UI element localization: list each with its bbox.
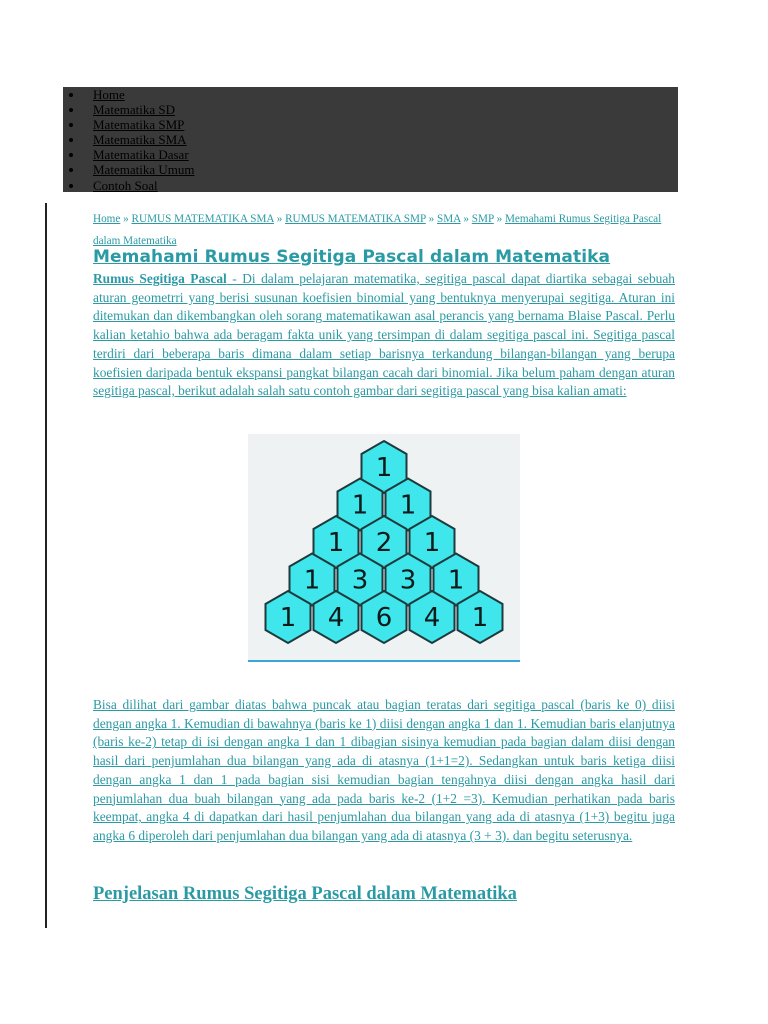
section-title[interactable]: Penjelasan Rumus Segitiga Pascal dalam Matematika: [93, 884, 517, 904]
breadcrumb-separator: »: [120, 213, 132, 225]
pascal-number: 4: [327, 603, 345, 633]
pascal-number: 6: [375, 603, 393, 633]
nav-item: [63, 147, 678, 162]
intro-paragraph: [93, 270, 675, 401]
breadcrumb-link[interactable]: SMP: [471, 213, 494, 225]
left-divider: [45, 203, 47, 928]
pascal-number: 1: [327, 528, 345, 558]
pascal-triangle-figure: [248, 434, 520, 658]
nav-link[interactable]: Contoh Soal: [93, 177, 158, 193]
nav-link[interactable]: Matematika SMA: [93, 132, 187, 148]
pascal-number: 1: [279, 603, 297, 633]
pascal-number: 3: [351, 565, 369, 596]
pascal-number: 1: [303, 565, 321, 596]
breadcrumb-link[interactable]: SMA: [436, 213, 461, 225]
intro-text: - Di dalam pelajaran matematika, segitiga pascal dapat diartika sebagai sebuah aturan geometrri yang berisi susunan koefisien binomial yang bentuknya menyerupai segitiga. Aturan ini ditemukan dan dikembangkan oleh sorang matematikawan asal perancis yang bernama Blaise Pascal. Perlu kalian ketahio bahwa ada beragam fakta unik yang tersimpan di dalam segitiga pascal ini. Segitiga pascal terdiri dari beberapa baris dimana dalam setiap barisnya terkandung bilangan-bilangan yang berupa koefisien daripada bentuk ekspansi pangkat bilangan cacah dari binomial. Jika belum paham dengan aturan segitiga pascal, berikut adalah salah satu contoh gambar dari segitiga pascal yang bisa kalian amati:: [93, 271, 675, 399]
nav-item: [63, 87, 678, 102]
nav-list: [63, 87, 678, 193]
breadcrumb-link[interactable]: RUMUS MATEMATIKA SMP: [285, 213, 426, 225]
breadcrumb-link[interactable]: Memahami Rumus Segitiga Pascal dalam Matematika: [93, 213, 662, 247]
nav-link[interactable]: Matematika Umum: [93, 162, 195, 178]
breadcrumb-link[interactable]: Home: [93, 213, 121, 225]
pascal-number: 1: [399, 490, 417, 521]
intro-bold-keyword[interactable]: Rumus Segitiga Pascal: [93, 271, 227, 286]
bullet-icon: [69, 138, 73, 142]
breadcrumb-link[interactable]: RUMUS MATEMATIKA SMA: [131, 213, 274, 225]
breadcrumb: [93, 208, 678, 252]
nav-link[interactable]: Home: [93, 87, 125, 102]
bullet-icon: [69, 153, 73, 157]
breadcrumb-separator: »: [460, 213, 472, 225]
bullet-icon: [69, 108, 73, 112]
nav-link[interactable]: Matematika SD: [93, 102, 175, 118]
pascal-number: 2: [375, 528, 393, 558]
top-navigation: [63, 87, 678, 192]
nav-item: [63, 162, 678, 177]
breadcrumb-separator: »: [425, 213, 437, 225]
nav-link[interactable]: Matematika Dasar: [93, 147, 189, 163]
nav-item: [63, 102, 678, 117]
bullet-icon: [69, 123, 73, 127]
pascal-triangle-image: [248, 434, 520, 662]
nav-item: [63, 132, 678, 147]
explanation-paragraph: Bisa dilihat dari gambar diatas bahwa puncak atau bagian teratas dari segitiga pascal (baris ke 0) diisi dengan angka 1. Kemudian di bawahnya (baris ke 1) diisi dengan angka 1 dan 1. Kemudian baris elanjutnya (baris ke-2) tetap di isi dengan angka 1 dan 1 dibagian sisinya kemudian pada bagian dalam diisi dengan hasil dari penjumlahan dua bilangan yang ada di atasnya (1+1=2). Sedangkan untuk baris ketiga diisi dengan angka 1 dan 1 pada bagian sisi kemudian bagian tengahnya diisi dengan angka hasil dari penjumlahan dua buah bilangan yang ada pada baris ke-2 (1+2 =3). Kemudian perhatikan pada baris keempat, angka 4 di dapatkan dari hasil penjumlahan dua bilangan yang ada di atasnya (1+3) begitu juga angka 6 diperoleh dari penjumlahan dua bilangan yang ada di atasnya (3 + 3). dan begitu seterusnya.: [93, 697, 675, 843]
pascal-number: 1: [471, 603, 489, 633]
page-title[interactable]: Memahami Rumus Segitiga Pascal dalam Matematika: [93, 247, 611, 267]
bullet-icon: [69, 93, 73, 97]
pascal-number: 1: [423, 528, 441, 558]
breadcrumb-separator: »: [273, 213, 286, 225]
nav-item: [63, 117, 678, 132]
nav-item: [63, 178, 678, 193]
bullet-icon: [69, 184, 73, 188]
nav-link[interactable]: Matematika SMP: [93, 117, 185, 133]
pascal-number: 1: [447, 565, 465, 596]
pascal-number: 4: [423, 603, 441, 633]
breadcrumb-separator: »: [493, 213, 505, 225]
pascal-number: 3: [399, 565, 417, 596]
pascal-number: 1: [375, 453, 393, 483]
bullet-icon: [69, 168, 73, 172]
pascal-number: 1: [351, 490, 369, 521]
